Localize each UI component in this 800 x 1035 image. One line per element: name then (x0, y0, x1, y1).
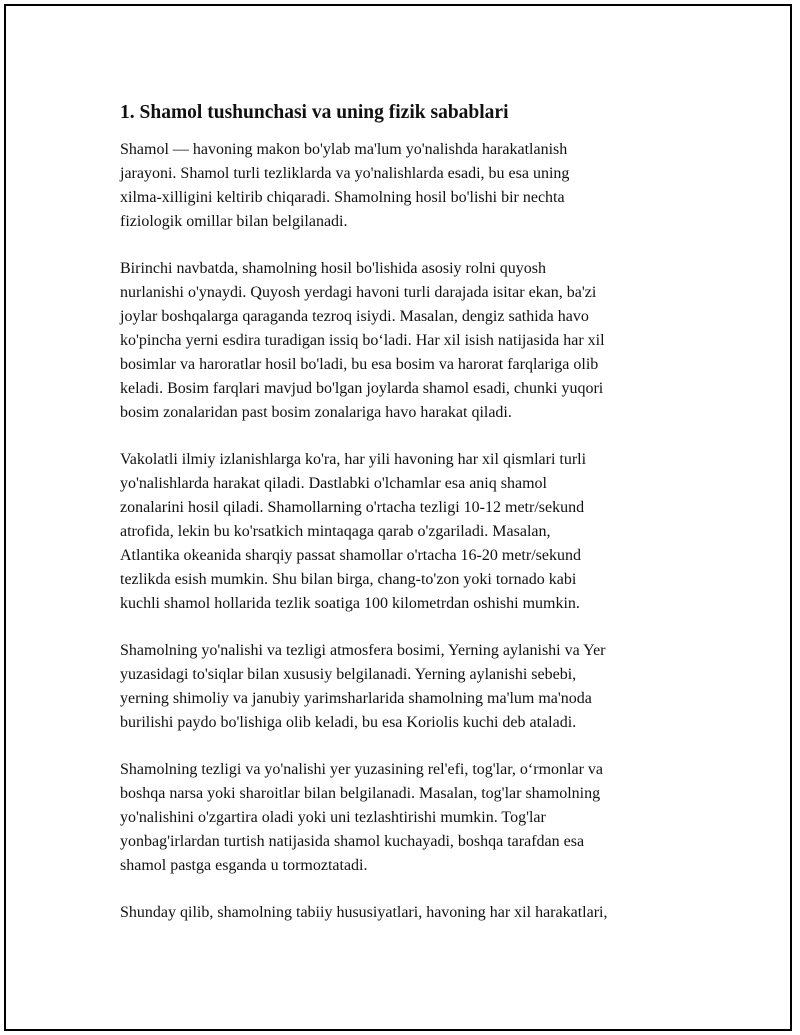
paragraph-list (120, 138, 698, 925)
text-line: yonbag'irlardan turtish natijasida shamol kuchayadi, boshqa tarafdan esa (120, 833, 585, 850)
text-line: joylar boshqalarga qaraganda tezroq isiydi. Masalan, dengiz sathida havo (120, 308, 589, 325)
text-line: burilishi paydo bo'lishiga olib keladi, bu esa Koriolis kuchi deb ataladi. (120, 714, 577, 731)
text-line: boshqa narsa yoki sharoitlar bilan belgilanadi. Masalan, tog'lar shamolning (120, 785, 601, 802)
document-body (120, 99, 698, 948)
paragraph (120, 138, 698, 234)
text-line: atrofida, lekin bu ko'rsatkich mintaqaga qarab o'zgariladi. Masalan, (120, 523, 551, 540)
paragraph (120, 257, 698, 425)
text-line: Vakolatli ilmiy izlanishlarga ko'ra, har yili havoning har xil qismlari turli (120, 451, 587, 468)
paragraph (120, 901, 698, 925)
text-line: Birinchi navbatda, shamolning hosil bo'lishida asosiy rolni quyosh (120, 260, 546, 277)
text-line: Shamolning yo'nalishi va tezligi atmosfera bosimi, Yerning aylanishi va Yer (120, 642, 606, 659)
document-page (4, 4, 792, 1031)
text-line: Shamol — havoning makon bo'ylab ma'lum yo'nalishda harakatlanish (120, 141, 568, 158)
text-line: yo'nalishlarda harakat qiladi. Dastlabki o'lchamlar esa aniq shamol (120, 475, 547, 492)
text-line: yo'nalishini o'zgartira oladi yoki uni tezlashtirishi mumkin. Tog'lar (120, 809, 546, 826)
text-line: shamol pastga esganda u tormoztatadi. (120, 857, 368, 874)
section-heading: 1. Shamol tushunchasi va uning fizik sabablari (120, 102, 509, 123)
text-line: jarayoni. Shamol turli tezliklarda va yo'nalishlarda esadi, bu esa uning (120, 165, 570, 182)
text-line: bosimlar va haroratlar hosil bo'ladi, bu esa bosim va harorat farqlariga olib (120, 356, 599, 373)
paragraph (120, 639, 698, 735)
text-line: xilma-xilligini keltirib chiqaradi. Shamolning hosil bo'lishi bir nechta (120, 189, 565, 206)
text-line: bosim zonalaridan past bosim zonalariga havo harakat qiladi. (120, 404, 512, 421)
text-line: nurlanishi o'ynaydi. Quyosh yerdagi havoni turli darajada isitar ekan, ba'zi (120, 284, 597, 301)
text-line: tezlikda esish mumkin. Shu bilan birga, chang-to'zon yoki tornado kabi (120, 571, 577, 588)
text-line: Atlantika okeanida sharqiy passat shamollar o'rtacha 16-20 metr/sekund (120, 547, 581, 564)
text-line: keladi. Bosim farqlari mavjud bo'lgan joylarda shamol esadi, chunki yuqori (120, 380, 604, 397)
text-line: fiziologik omillar bilan belgilanadi. (120, 213, 348, 230)
paragraph (120, 448, 698, 616)
paragraph (120, 758, 698, 878)
text-line: yerning shimoliy va janubiy yarimsharlarida shamolning ma'lum ma'noda (120, 690, 592, 707)
text-line: yuzasidagi to'siqlar bilan xususiy belgilanadi. Yerning aylanishi sebebi, (120, 666, 577, 683)
text-line: zonalarini hosil qiladi. Shamollarning o'rtacha tezligi 10-12 metr/sekund (120, 499, 585, 516)
text-line: kuchli shamol hollarida tezlik soatiga 100 kilometrdan oshishi mumkin. (120, 595, 580, 612)
text-line: Shamolning tezligi va yo'nalishi yer yuzasining rel'efi, tog'lar, o‘rmonlar va (120, 761, 603, 778)
text-line: ko'pincha yerni esdira turadigan issiq bo‘ladi. Har xil isish natijasida har xil (120, 332, 605, 349)
text-line: Shunday qilib, shamolning tabiiy hususiyatlari, havoning har xil harakatlari, (120, 904, 608, 921)
